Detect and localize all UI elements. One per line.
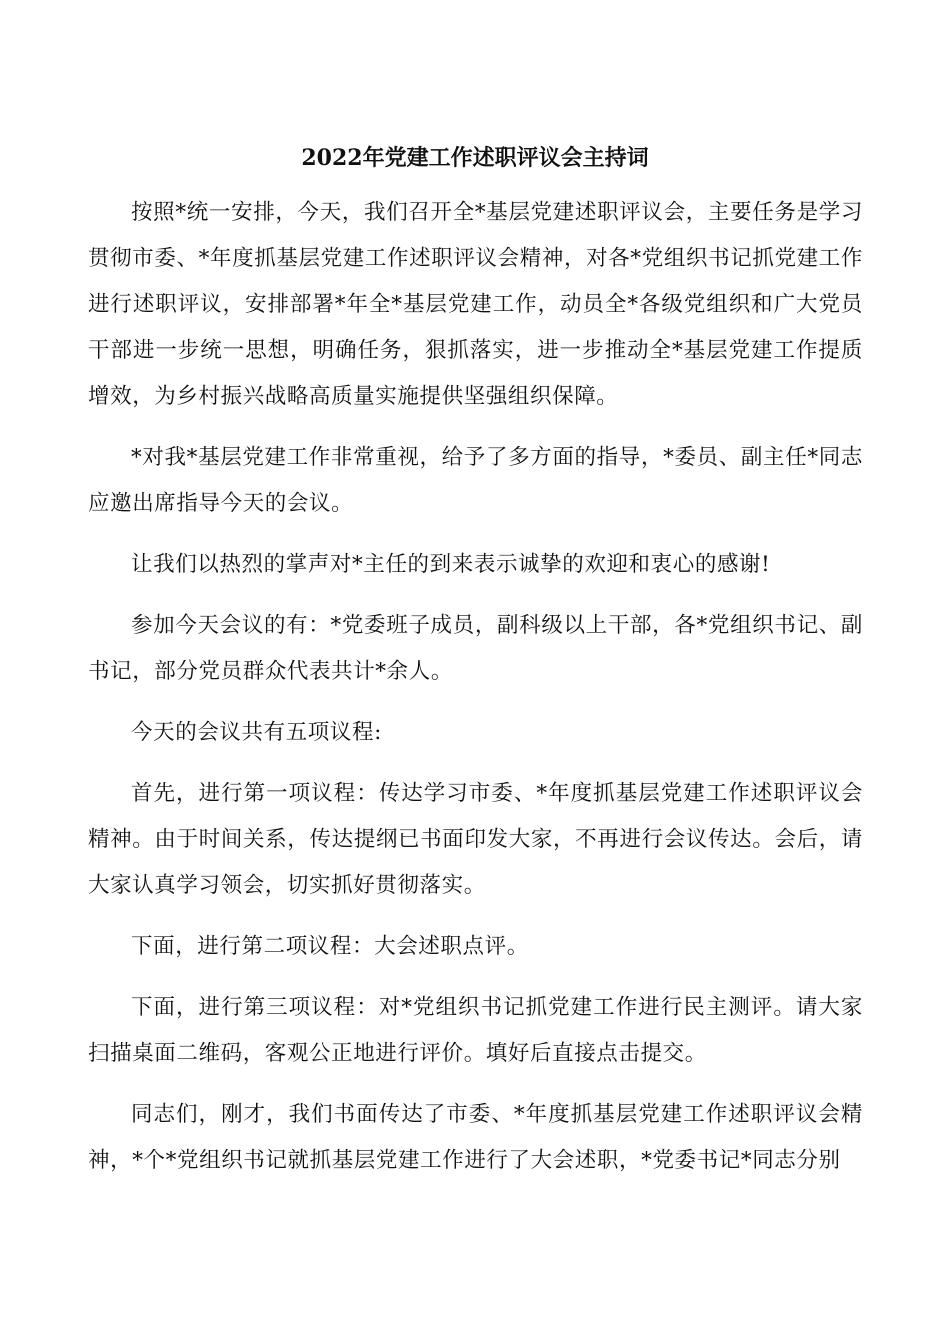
paragraph-8: 下面，进行第三项议程：对*党组织书记抓党建工作进行民主测评。请大家扫描桌面二维码，客观公正地进行评价。填好后直接点击提交。 <box>88 995 863 1066</box>
paragraph-5: 今天的会议共有五项议程: <box>131 720 382 745</box>
paragraph-7: 下面，进行第二项议程：大会述职点评。 <box>131 934 529 959</box>
paragraph-1: 按照*统一安排，今天，我们召开全*基层党建述职评议会，主要任务是学习贯彻市委、*年度抓基层党建工作述职评议会精神，对各*党组织书记抓党建工作进行述职评议，安排部署*年全*基层党建工作，动员全*各级党组织和广大党员干部进一步统一思想，明确任务，狠抓落实，进一步推动全*基层党建工作提质增效，为乡村振兴战略高质量实施提供坚强组织保障。 <box>88 200 863 409</box>
document-title: 2022年党建工作述职评议会主持词 <box>301 145 649 171</box>
paragraph-9: 同志们，刚才，我们书面传达了市委、*年度抓基层党建工作述职评议会精神，*个*党组织书记就抓基层党建工作进行了大会述职，*党委书记*同志分别 <box>88 1102 863 1173</box>
paragraph-3: 让我们以热烈的掌声对*主任的到来表示诚挚的欢迎和衷心的感谢! <box>131 552 771 577</box>
paragraph-2: *对我*基层党建工作非常重视，给予了多方面的指导，*委员、副主任*同志应邀出席指导今天的会议。 <box>88 445 863 516</box>
paragraph-6: 首先，进行第一项议程：传达学习市委、*年度抓基层党建工作述职评议会精神。由于时间关系，传达提纲已书面印发大家，不再进行会议传达。会后，请大家认真学习领会，切实抓好贯彻落实。 <box>88 781 863 898</box>
paragraph-4: 参加今天会议的有：*党委班子成员，副科级以上干部，各*党组织书记、副书记，部分党员群众代表共计*余人。 <box>88 613 863 684</box>
document-body <box>88 190 863 1199</box>
